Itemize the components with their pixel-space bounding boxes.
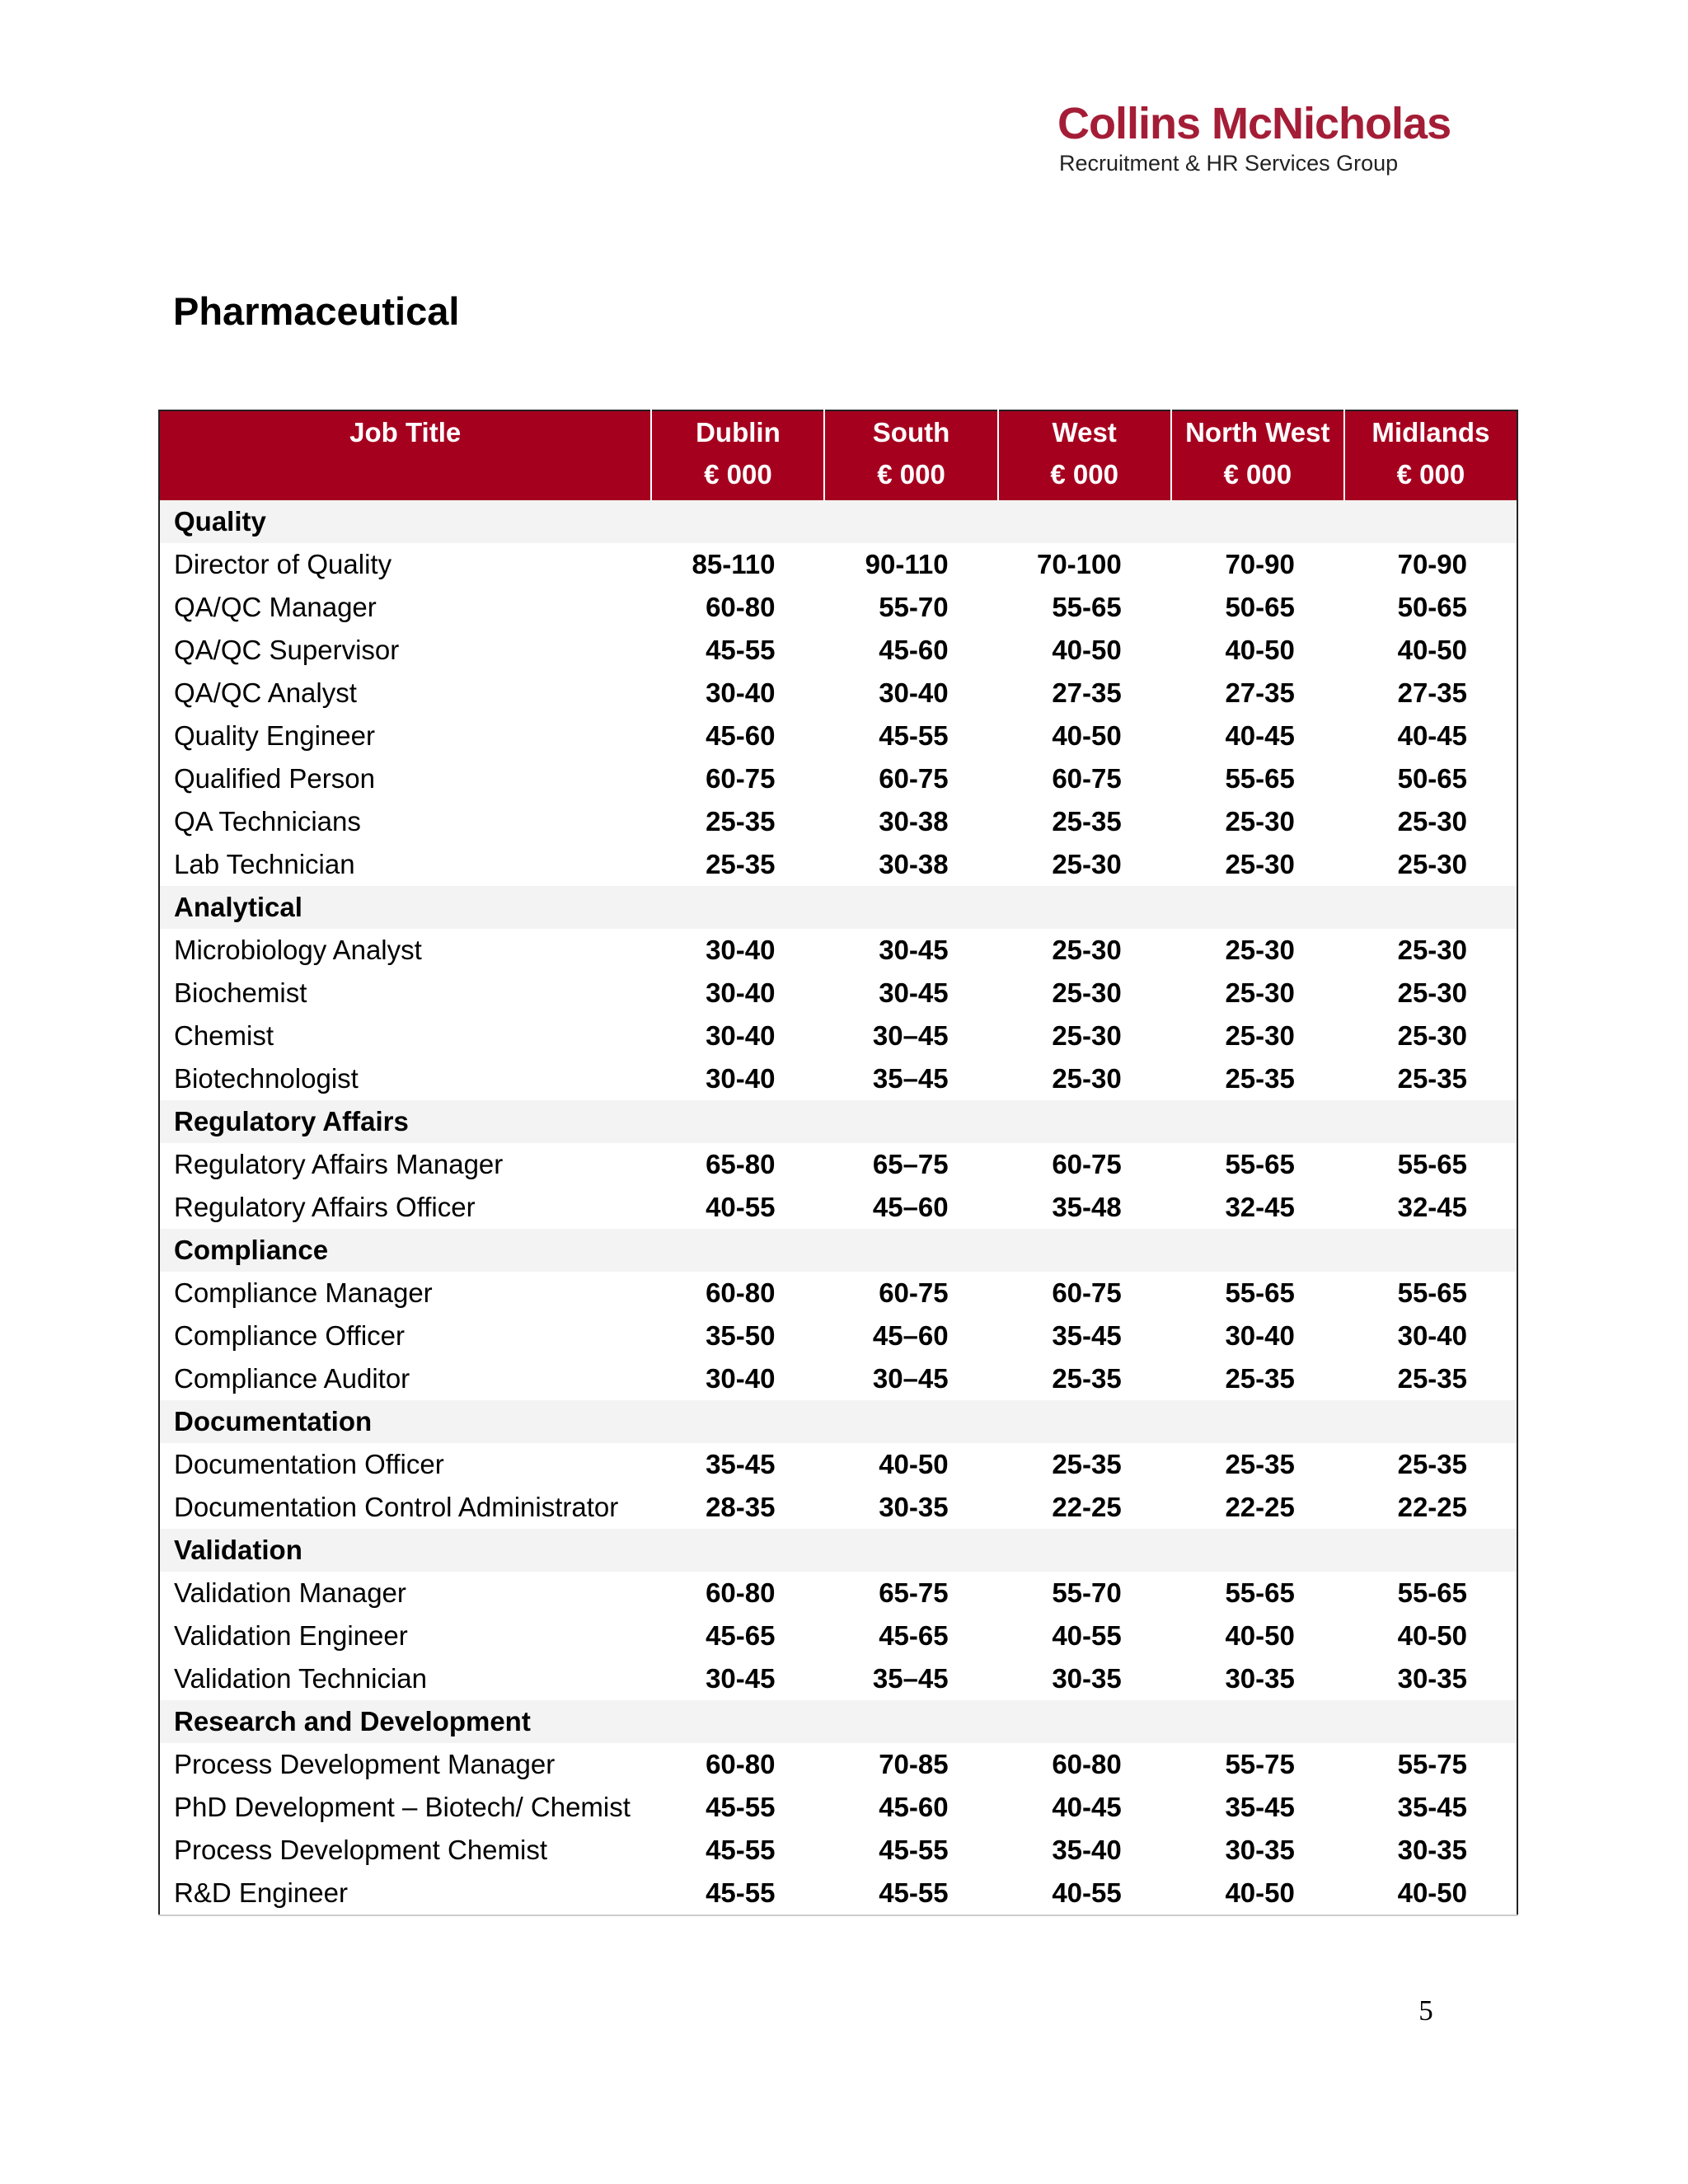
group-row [159, 1229, 1517, 1272]
salary-cell: 70-85 [879, 1749, 949, 1779]
salary-cell: 45-55 [706, 635, 776, 665]
group-row [159, 1529, 1517, 1572]
salary-cell: 30-40 [706, 1020, 776, 1051]
salary-cell: 25-30 [1225, 849, 1295, 879]
salary-cell: 50-65 [1225, 592, 1295, 622]
salary-cell: 45-55 [824, 1872, 997, 1915]
salary-cell: 55-65 [1225, 1577, 1295, 1608]
salary-cell: 45-60 [879, 635, 949, 665]
salary-cell: 35-45 [1397, 1792, 1467, 1822]
salary-cell: 30-40 [879, 677, 949, 708]
salary-cell: 50-65 [1397, 592, 1467, 622]
table-row [159, 1057, 1517, 1100]
salary-cell: 25-30 [1052, 1063, 1122, 1094]
salary-cell: 40-55 [706, 1192, 776, 1222]
table-row [159, 972, 1517, 1015]
salary-cell: 25-35 [1397, 1063, 1467, 1094]
job-title-cell: R&D Engineer [159, 1872, 651, 1915]
job-title-cell: QA/QC Manager [174, 592, 377, 622]
group-heading: Documentation [159, 1400, 1517, 1443]
salary-cell: 25-30 [1225, 1020, 1295, 1051]
salary-cell: 70-90 [1225, 549, 1295, 579]
salary-cell: 50-65 [1397, 763, 1467, 794]
salary-cell: 45–60 [872, 1320, 949, 1351]
salary-cell: 25-30 [1225, 806, 1295, 837]
salary-cell: 40-50 [1397, 1620, 1467, 1651]
job-title-cell: Compliance Manager [174, 1277, 433, 1308]
table-header [159, 410, 1517, 500]
logo-subtitle: Recruitment & HR Services Group [1059, 151, 1399, 176]
salary-cell: 60-80 [706, 1749, 776, 1779]
salary-cell: 45-55 [879, 1835, 949, 1865]
header-job-title: Job Title [159, 410, 651, 454]
salary-cell: 30–45 [872, 1020, 949, 1051]
table-row [159, 1272, 1517, 1315]
salary-cell: 55-75 [1397, 1749, 1467, 1779]
salary-cell: 25-30 [1397, 849, 1467, 879]
salary-cell: 55-65 [1397, 1149, 1467, 1179]
job-title-cell: Lab Technician [174, 849, 355, 879]
salary-cell: 35-50 [706, 1320, 776, 1351]
salary-cell: 45-60 [879, 1792, 949, 1822]
table-row [159, 715, 1517, 757]
salary-cell: 25-30 [1225, 977, 1295, 1008]
salary-cell: 40-50 [1171, 1872, 1344, 1915]
salary-cell: 30-40 [706, 935, 776, 965]
table-row [159, 800, 1517, 843]
salary-cell: 85-110 [692, 549, 776, 579]
salary-cell: 55-70 [1052, 1577, 1122, 1608]
salary-cell: 60-75 [1052, 1277, 1122, 1308]
salary-cell: 30-40 [706, 1363, 776, 1394]
salary-cell: 25-30 [1225, 935, 1295, 965]
group-heading: Validation [159, 1529, 1517, 1572]
group-row [159, 1700, 1517, 1743]
table-row [159, 1872, 1517, 1915]
salary-cell: 40-50 [1397, 635, 1467, 665]
table-row [159, 1015, 1517, 1057]
job-title-cell: QA Technicians [174, 806, 361, 837]
table-row [159, 586, 1517, 629]
job-title-cell: Compliance Auditor [174, 1363, 410, 1394]
salary-cell: 30-40 [706, 677, 776, 708]
salary-cell: 32-45 [1225, 1192, 1295, 1222]
salary-cell: 70-100 [1036, 549, 1122, 579]
salary-cell: 40-50 [1052, 635, 1122, 665]
job-title-cell: Biotechnologist [174, 1063, 359, 1094]
salary-cell: 25-30 [1397, 1020, 1467, 1051]
salary-cell: 55-65 [1225, 1149, 1295, 1179]
salary-cell: 60-80 [706, 1577, 776, 1608]
salary-cell: 30-40 [706, 1063, 776, 1094]
salary-cell: 35-45 [706, 1449, 776, 1479]
salary-cell: 22-25 [1397, 1492, 1467, 1522]
header-unit: € 000 [824, 454, 997, 500]
salary-cell: 45-55 [706, 1835, 776, 1865]
header-blank [159, 454, 651, 500]
salary-cell: 60-75 [1052, 1149, 1122, 1179]
table-row [159, 1315, 1517, 1357]
header-region-dublin: Dublin [651, 410, 824, 454]
job-title-cell: Documentation Officer [174, 1449, 444, 1479]
salary-cell: 25-30 [1397, 977, 1467, 1008]
salary-cell: 60-75 [1052, 763, 1122, 794]
table-row [159, 1143, 1517, 1186]
job-title-cell: Validation Manager [174, 1577, 406, 1608]
salary-cell: 40-50 [1344, 1872, 1517, 1915]
header-row-units [159, 454, 1517, 500]
salary-cell: 60-75 [879, 763, 949, 794]
header-unit: € 000 [998, 454, 1171, 500]
salary-cell: 32-45 [1397, 1192, 1467, 1222]
salary-cell: 60-75 [706, 763, 776, 794]
salary-cell: 65-75 [879, 1577, 949, 1608]
salary-cell: 40-45 [1052, 1792, 1122, 1822]
group-row [159, 1400, 1517, 1443]
table-row [159, 1486, 1517, 1529]
group-row [159, 500, 1517, 543]
salary-cell: 30-38 [879, 849, 949, 879]
logo-name: Collins McNicholas [1057, 99, 1451, 148]
salary-cell: 45–60 [872, 1192, 949, 1222]
salary-cell: 45-65 [879, 1620, 949, 1651]
group-heading: Regulatory Affairs [159, 1100, 1517, 1143]
salary-cell: 25-35 [1225, 1449, 1295, 1479]
table-row [159, 843, 1517, 886]
header-region-west: West [998, 410, 1171, 454]
salary-cell: 25-35 [1225, 1363, 1295, 1394]
salary-cell: 25-30 [1397, 935, 1467, 965]
header-unit: € 000 [1171, 454, 1344, 500]
salary-cell: 60-80 [1052, 1749, 1122, 1779]
table-row [159, 1786, 1517, 1829]
salary-cell: 40-50 [1052, 720, 1122, 751]
salary-cell: 30-40 [1225, 1320, 1295, 1351]
salary-cell: 25-35 [706, 806, 776, 837]
header-unit: € 000 [1344, 454, 1517, 500]
company-logo [1057, 99, 1451, 181]
salary-cell: 40-45 [1225, 720, 1295, 751]
salary-cell: 55-65 [1397, 1577, 1467, 1608]
salary-cell: 35-48 [1052, 1192, 1122, 1222]
salary-cell: 22-25 [1052, 1492, 1122, 1522]
header-region-south: South [824, 410, 997, 454]
job-title-cell: QA/QC Supervisor [174, 635, 400, 665]
salary-cell: 30-35 [1225, 1835, 1295, 1865]
table-row [159, 629, 1517, 672]
salary-cell: 40-45 [1397, 720, 1467, 751]
salary-cell: 40-50 [1225, 1620, 1295, 1651]
salary-cell: 90-110 [865, 549, 949, 579]
salary-cell: 25-35 [1052, 1363, 1122, 1394]
salary-cell: 25-35 [1225, 1063, 1295, 1094]
table-row [159, 1443, 1517, 1486]
table-row [159, 1657, 1517, 1700]
salary-cell: 40-50 [1225, 635, 1295, 665]
salary-cell: 30–45 [872, 1363, 949, 1394]
salary-cell: 25-35 [1397, 1449, 1467, 1479]
salary-cell: 25-35 [706, 849, 776, 879]
table-row [159, 543, 1517, 586]
salary-cell: 25-30 [1052, 935, 1122, 965]
group-heading: Analytical [159, 886, 1517, 929]
salary-cell: 55-70 [879, 592, 949, 622]
salary-cell: 55-65 [1052, 592, 1122, 622]
salary-cell: 25-30 [1052, 1020, 1122, 1051]
salary-cell: 40-55 [1052, 1620, 1122, 1651]
salary-cell: 30-45 [879, 935, 949, 965]
page-title: Pharmaceutical [173, 289, 460, 333]
job-title-cell: Process Development Chemist [174, 1835, 548, 1865]
salary-cell: 55-65 [1225, 763, 1295, 794]
salary-cell: 55-75 [1225, 1749, 1295, 1779]
salary-cell: 35-40 [1052, 1835, 1122, 1865]
salary-cell: 70-90 [1397, 549, 1467, 579]
salary-cell: 30-35 [1052, 1663, 1122, 1694]
table-body [159, 500, 1517, 1915]
salary-cell: 35–45 [872, 1063, 949, 1094]
salary-cell: 25-35 [1052, 806, 1122, 837]
job-title-cell: Quality Engineer [174, 720, 375, 751]
table-row [159, 1829, 1517, 1872]
salary-cell: 25-30 [1052, 977, 1122, 1008]
job-title-cell: QA/QC Analyst [174, 677, 357, 708]
table-row [159, 1615, 1517, 1657]
job-title-cell: Process Development Manager [174, 1749, 556, 1779]
group-row [159, 886, 1517, 929]
salary-table [158, 410, 1518, 1916]
job-title-cell: Biochemist [174, 977, 307, 1008]
salary-cell: 40-50 [879, 1449, 949, 1479]
job-title-cell: Validation Engineer [174, 1620, 408, 1651]
salary-cell: 55-65 [1397, 1277, 1467, 1308]
salary-cell: 45-55 [879, 720, 949, 751]
salary-cell: 35–45 [872, 1663, 949, 1694]
table-row [159, 757, 1517, 800]
salary-cell: 30-35 [1397, 1663, 1467, 1694]
job-title-cell: Microbiology Analyst [174, 935, 422, 965]
salary-cell: 30-40 [706, 977, 776, 1008]
salary-cell: 30-45 [706, 1663, 776, 1694]
table-row [159, 1357, 1517, 1400]
salary-cell: 25-30 [1397, 806, 1467, 837]
job-title-cell: Chemist [174, 1020, 274, 1051]
header-unit: € 000 [651, 454, 824, 500]
salary-cell: 27-35 [1397, 677, 1467, 708]
job-title-cell: Validation Technician [174, 1663, 427, 1694]
salary-cell: 27-35 [1225, 677, 1295, 708]
header-row-regions [159, 410, 1517, 454]
table-row [159, 1186, 1517, 1229]
salary-cell: 22-25 [1225, 1492, 1295, 1522]
job-title-cell: Director of Quality [174, 549, 392, 579]
salary-cell: 25-35 [1397, 1363, 1467, 1394]
salary-cell: 27-35 [1052, 677, 1122, 708]
salary-cell: 45-55 [651, 1872, 824, 1915]
salary-cell: 25-35 [1052, 1449, 1122, 1479]
salary-cell: 60-80 [706, 1277, 776, 1308]
salary-cell: 65–75 [872, 1149, 949, 1179]
salary-cell: 55-65 [1225, 1277, 1295, 1308]
salary-cell: 45-60 [706, 720, 776, 751]
salary-cell: 45-55 [706, 1792, 776, 1822]
salary-cell: 65-80 [706, 1149, 776, 1179]
job-title-cell: Regulatory Affairs Officer [174, 1192, 476, 1222]
group-heading: Compliance [159, 1229, 1517, 1272]
group-row [159, 1100, 1517, 1143]
salary-cell: 25-30 [1052, 849, 1122, 879]
salary-cell: 30-35 [1397, 1835, 1467, 1865]
salary-cell: 30-40 [1397, 1320, 1467, 1351]
salary-cell: 35-45 [1052, 1320, 1122, 1351]
salary-cell: 28-35 [706, 1492, 776, 1522]
page-number: 5 [1418, 1994, 1433, 2027]
job-title-cell: Compliance Officer [174, 1320, 406, 1351]
salary-cell: 30-35 [879, 1492, 949, 1522]
salary-cell: 30-38 [879, 806, 949, 837]
job-title-cell: Regulatory Affairs Manager [174, 1149, 504, 1179]
salary-cell: 40-55 [998, 1872, 1171, 1915]
salary-cell: 45-65 [706, 1620, 776, 1651]
salary-cell: 30-35 [1225, 1663, 1295, 1694]
salary-cell: 60-80 [706, 592, 776, 622]
table-row [159, 1743, 1517, 1786]
job-title-cell: PhD Development – Biotech/ Chemist [174, 1792, 631, 1822]
header-region-midlands: Midlands [1344, 410, 1517, 454]
salary-cell: 35-45 [1225, 1792, 1295, 1822]
salary-cell: 30-45 [879, 977, 949, 1008]
header-region-north-west: North West [1171, 410, 1344, 454]
group-heading: Research and Development [159, 1700, 1517, 1743]
table-row [159, 929, 1517, 972]
salary-cell: 60-75 [879, 1277, 949, 1308]
table-row [159, 1572, 1517, 1615]
table-row [159, 672, 1517, 715]
group-heading: Quality [159, 500, 1517, 543]
job-title-cell: Qualified Person [174, 763, 375, 794]
job-title-cell: Documentation Control Administrator [174, 1492, 619, 1522]
